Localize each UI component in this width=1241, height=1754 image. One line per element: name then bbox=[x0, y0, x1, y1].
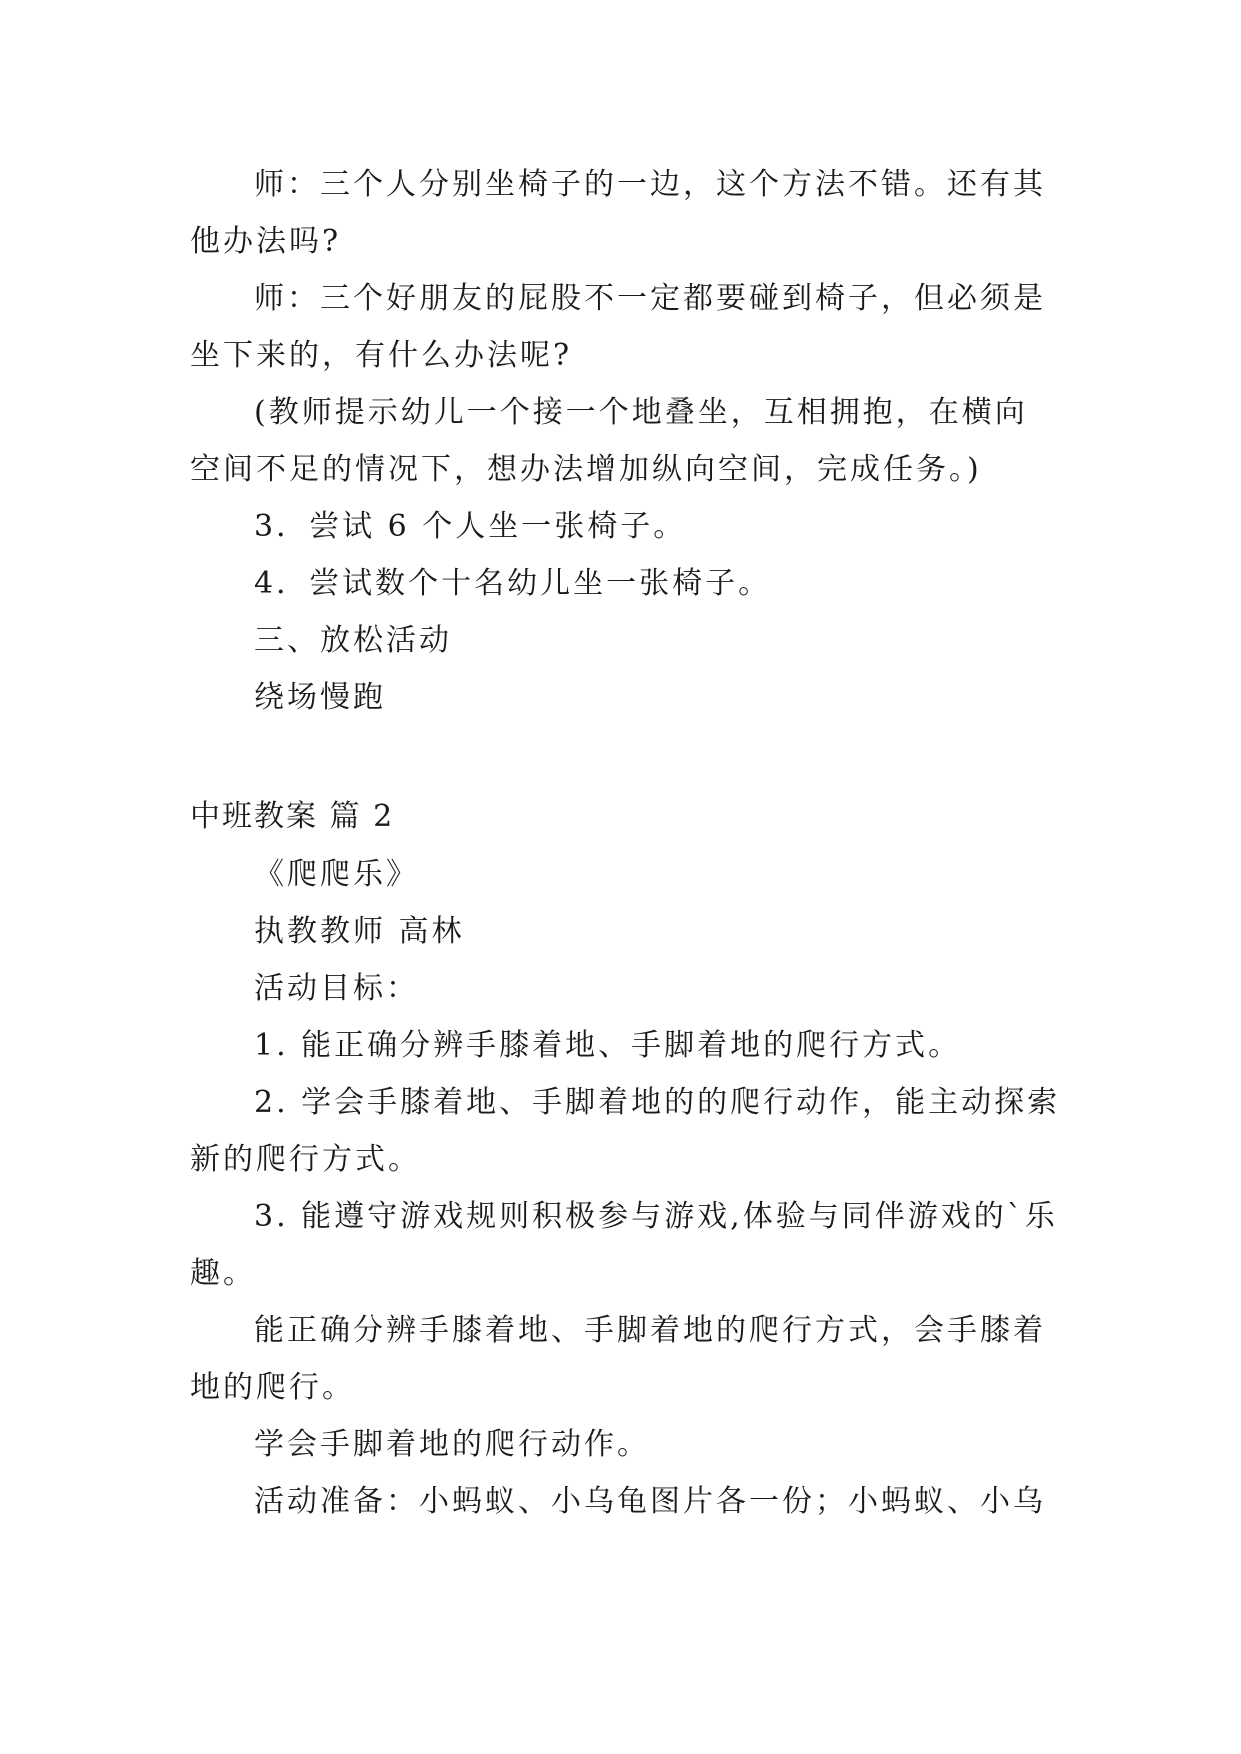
section-heading: 中班教案 篇 2 bbox=[190, 799, 395, 834]
teacher-line: 执教教师 高林 bbox=[254, 914, 465, 949]
paragraph-line: 绕场慢跑 bbox=[254, 680, 386, 715]
paragraph-line: 师：三个人分别坐椅子的一边，这个方法不错。还有其 bbox=[254, 167, 1046, 202]
lesson-title: 《爬爬乐》 bbox=[254, 857, 419, 892]
paragraph-line: 坐下来的，有什么办法呢? bbox=[190, 338, 573, 373]
subsection-heading: 三、放松活动 bbox=[254, 623, 452, 658]
paragraph-line: 能正确分辨手膝着地、手脚着地的爬行方式，会手膝着 bbox=[254, 1313, 1046, 1348]
list-item: 3. 能遵守游戏规则积极参与游戏,体验与同伴游戏的`乐 bbox=[254, 1199, 1058, 1234]
paragraph-line: 新的爬行方式。 bbox=[190, 1142, 421, 1177]
paragraph-line: 师：三个好朋友的屁股不一定都要碰到椅子，但必须是 bbox=[254, 281, 1046, 316]
list-item: 4．尝试数个十名幼儿坐一张椅子。 bbox=[254, 566, 772, 601]
paragraph-line: 学会手脚着地的爬行动作。 bbox=[254, 1427, 650, 1462]
list-item: 2. 学会手膝着地、手脚着地的的爬行动作，能主动探索 bbox=[254, 1085, 1061, 1120]
paragraph-line: 活动准备：小蚂蚁、小乌龟图片各一份；小蚂蚁、小乌 bbox=[254, 1484, 1046, 1519]
paragraph-line: 趣。 bbox=[190, 1256, 256, 1291]
subsection-heading: 活动目标： bbox=[254, 971, 419, 1006]
list-item: 3．尝试 6 个人坐一张椅子。 bbox=[254, 509, 687, 544]
paragraph-line: 他办法吗? bbox=[190, 224, 342, 259]
paragraph-line: 空间不足的情况下，想办法增加纵向空间，完成任务。) bbox=[190, 452, 982, 487]
list-item: 1. 能正确分辨手膝着地、手脚着地的爬行方式。 bbox=[254, 1028, 962, 1063]
paragraph-line: 地的爬行。 bbox=[190, 1370, 355, 1405]
paragraph-line: (教师提示幼儿一个接一个地叠坐，互相拥抱，在横向 bbox=[254, 395, 1028, 430]
